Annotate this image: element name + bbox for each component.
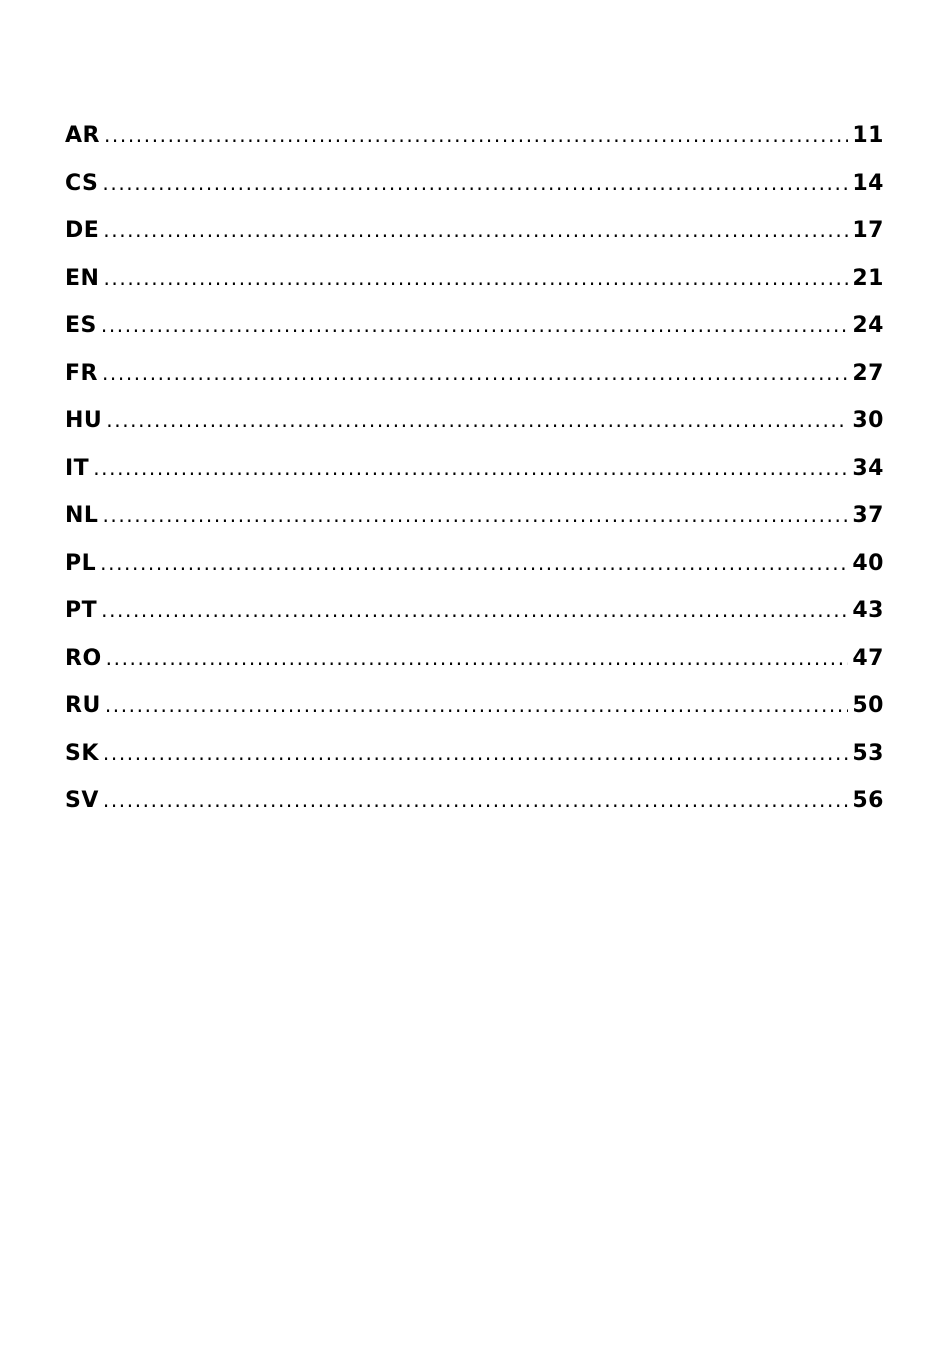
toc-entry-pt[interactable] [65,587,884,635]
toc-entry-code: RO [65,645,102,671]
toc-dot-leader [105,682,849,730]
toc-entry-ru[interactable] [65,682,884,730]
toc-entry-page: 34 [852,455,884,481]
toc-entry-code: PT [65,598,98,623]
toc-entry-code: IT [65,455,90,481]
toc-entry-page: 24 [852,313,884,338]
toc-entry-sk[interactable] [65,730,884,778]
toc-entry-it[interactable] [65,445,884,493]
toc-entry-code: HU [65,408,103,433]
toc-dot-leader [103,777,849,825]
toc-dot-leader [101,302,849,350]
toc-entry-nl[interactable] [65,492,884,540]
toc-entry-code: PL [65,550,97,576]
toc-dot-leader [101,587,848,635]
toc-entry-page: 30 [852,408,884,433]
toc-entry-code: SV [65,788,99,813]
toc-dot-leader [103,255,848,303]
toc-dot-leader [106,397,848,445]
toc-entry-page: 40 [852,550,884,576]
toc-entry-hu[interactable] [65,397,884,445]
toc-entry-code: DE [65,218,100,243]
toc-entry-pl[interactable] [65,540,884,588]
toc-entry-code: FR [65,360,98,386]
toc-dot-leader [93,445,848,493]
toc-entry-es[interactable] [65,302,884,350]
toc-entry-page: 37 [852,503,884,528]
toc-entry-page: 27 [852,360,884,386]
toc-entry-code: NL [65,503,99,528]
toc-entry-de[interactable] [65,207,884,255]
toc-entry-page: 56 [852,788,884,813]
toc-dot-leader [102,350,848,398]
toc-entry-en[interactable] [65,255,884,303]
toc-entry-code: CS [65,170,99,196]
toc-dot-leader [106,635,849,683]
toc-entry-page: 11 [852,123,884,148]
toc-dot-leader [104,112,848,160]
toc-entry-ro[interactable] [65,635,884,683]
toc-dot-leader [103,730,848,778]
toc-entry-page: 17 [852,218,884,243]
toc-entry-page: 21 [852,265,884,291]
table-of-contents [65,112,884,825]
toc-entry-cs[interactable] [65,160,884,208]
toc-entry-fr[interactable] [65,350,884,398]
toc-dot-leader [103,207,848,255]
toc-dot-leader [102,492,848,540]
toc-entry-code: EN [65,265,100,291]
toc-entry-ar[interactable] [65,112,884,160]
toc-entry-code: ES [65,313,97,338]
toc-entry-page: 14 [852,170,884,196]
toc-entry-page: 43 [852,598,884,623]
toc-dot-leader [102,160,848,208]
toc-dot-leader [100,540,848,588]
toc-entry-page: 50 [852,693,884,718]
toc-entry-code: AR [65,123,100,148]
toc-entry-code: RU [65,693,101,718]
toc-entry-page: 53 [852,740,884,766]
toc-entry-code: SK [65,740,99,766]
toc-entry-page: 47 [852,645,884,671]
toc-entry-sv[interactable] [65,777,884,825]
